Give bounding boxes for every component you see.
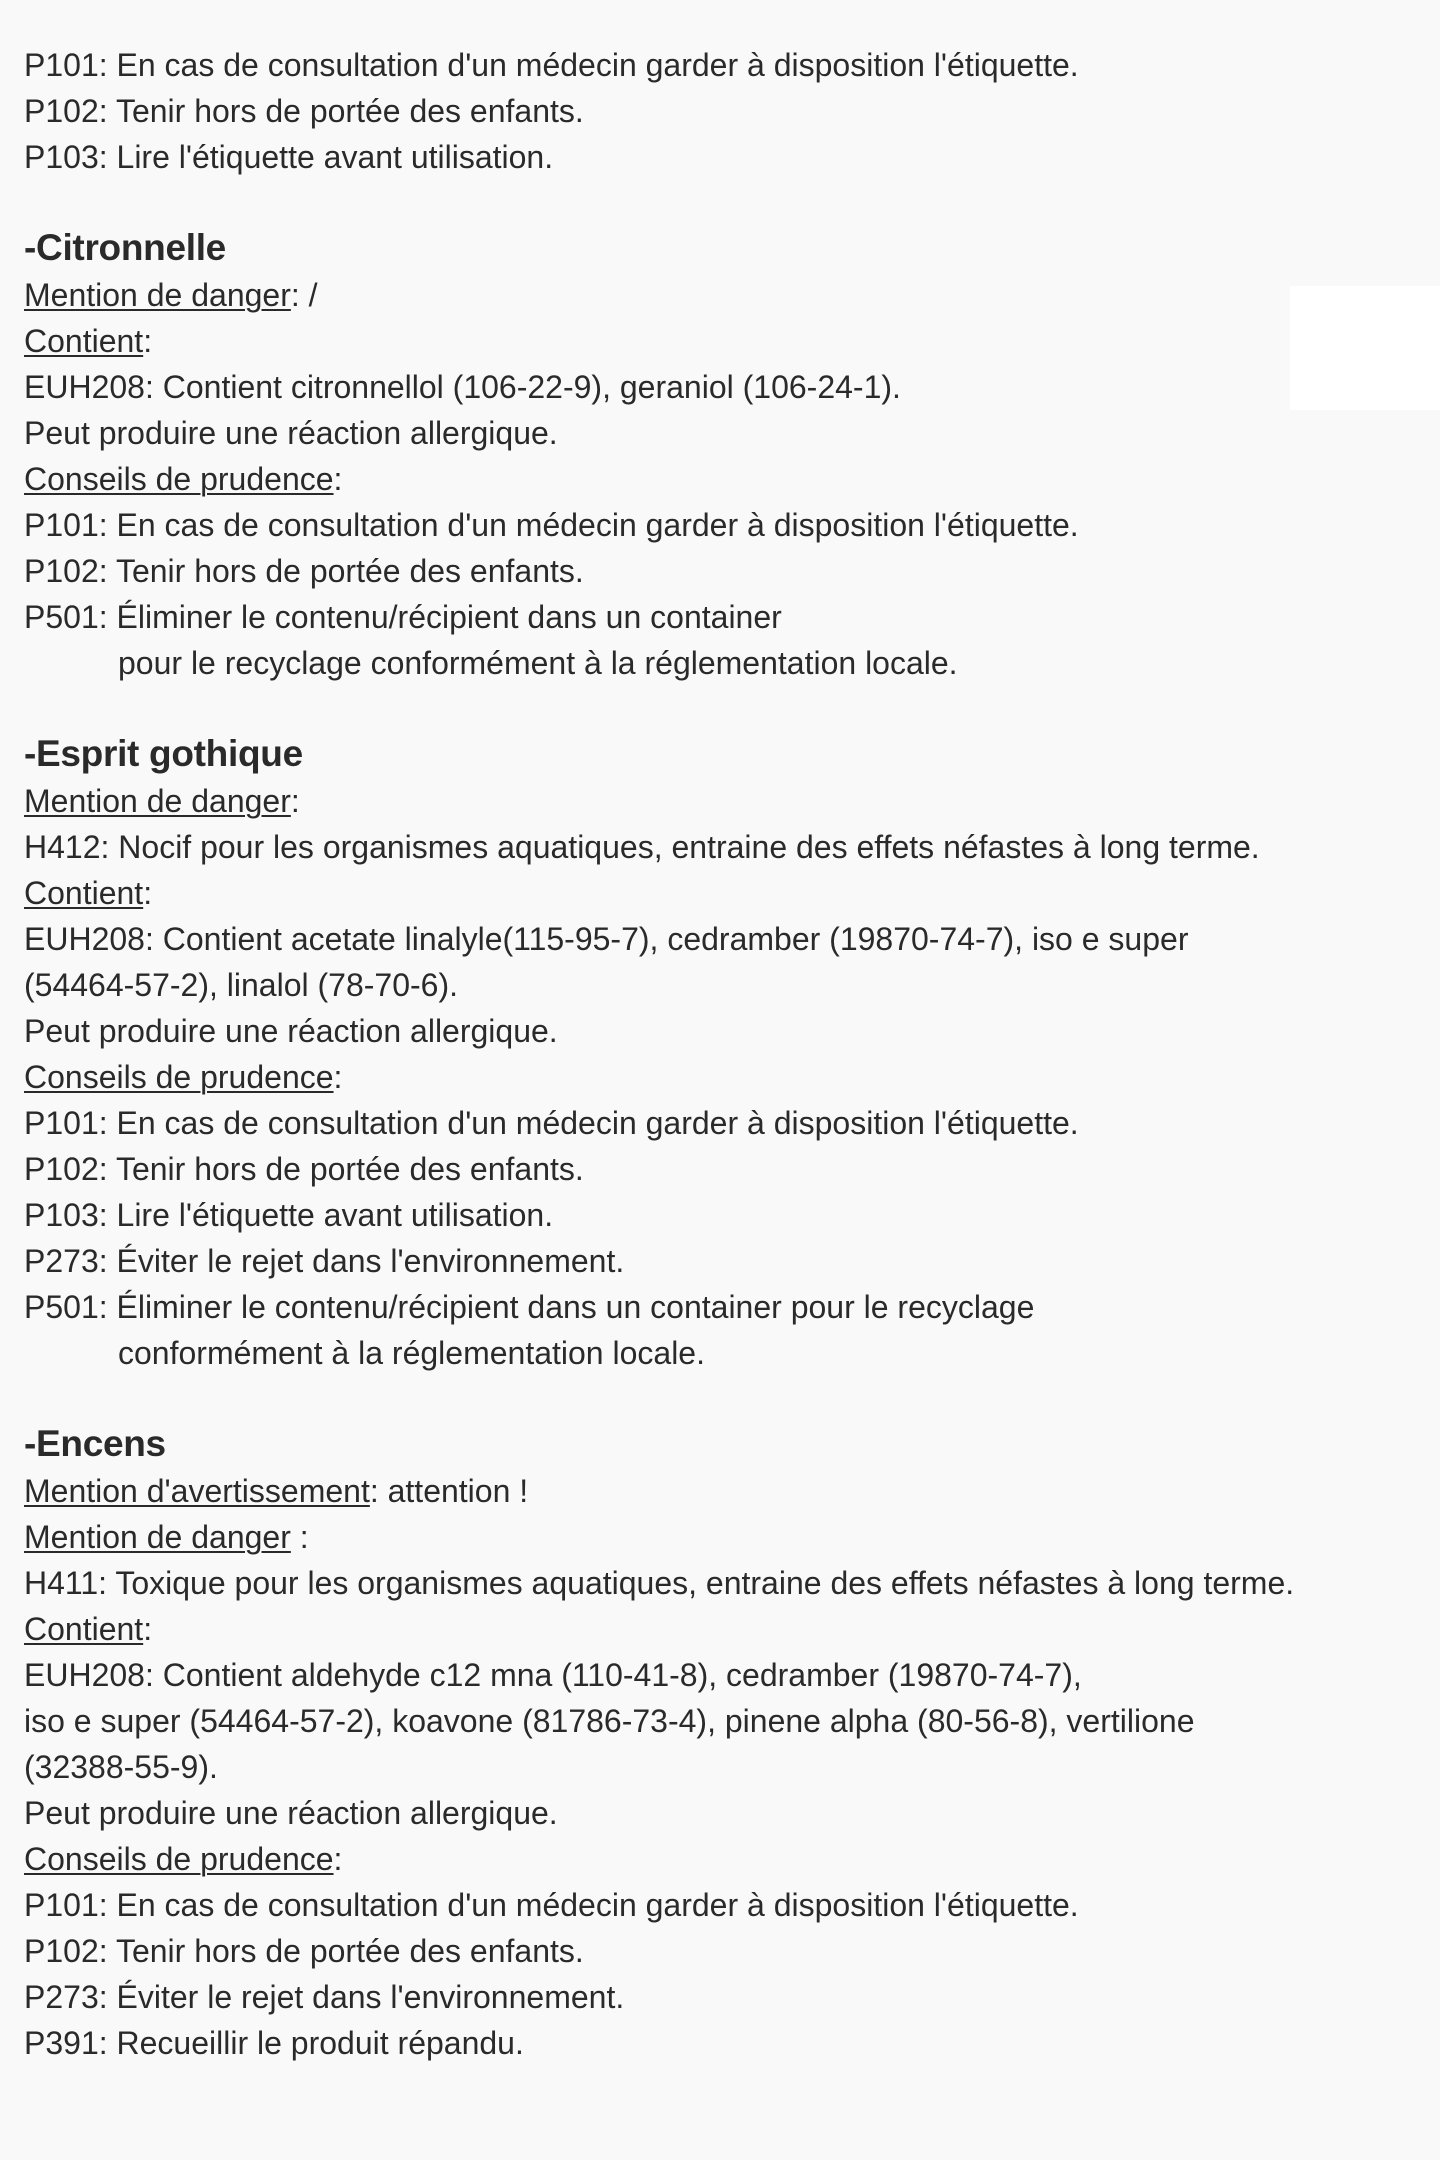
section-title: -Encens — [24, 1423, 166, 1464]
precaution-line: P501: Éliminer le contenu/récipient dans un container pour le recyclage — [24, 1289, 1035, 1325]
contains-row — [24, 870, 1424, 916]
spacer — [24, 1376, 1424, 1422]
precaution-line: P103: Lire l'étiquette avant utilisation. — [24, 139, 554, 175]
section-title: -Citronnelle — [24, 227, 226, 268]
spacer — [24, 686, 1424, 732]
precaution-line: P101: En cas de consultation d'un médecin garder à disposition l'étiquette. — [24, 47, 1079, 83]
section-esprit-gothique — [24, 730, 1424, 1376]
precautions-label: Conseils de prudence — [24, 1059, 334, 1095]
contains-row — [24, 1606, 1424, 1652]
label-colon: : — [143, 875, 153, 911]
precautions-row — [24, 1836, 1424, 1882]
precautions-label: Conseils de prudence — [24, 461, 334, 497]
precaution-line: P101: En cas de consultation d'un médecin garder à disposition l'étiquette. — [24, 507, 1079, 543]
contains-row — [24, 318, 1424, 364]
contains-line: EUH208: Contient acetate linalyle(115-95-7), cedramber (19870-74-7), iso e super — [24, 921, 1189, 957]
contains-line: EUH208: Contient aldehyde c12 mna (110-41-8), cedramber (19870-74-7), — [24, 1657, 1082, 1693]
label-colon: : — [290, 783, 300, 819]
danger-statement-row — [24, 272, 1424, 318]
danger-statement-row — [24, 778, 1424, 824]
precaution-line: P273: Éviter le rejet dans l'environnement. — [24, 1979, 625, 2015]
danger-label: Mention de danger — [24, 1519, 291, 1555]
precautions-label: Conseils de prudence — [24, 1841, 334, 1877]
precaution-line: P101: En cas de consultation d'un médecin garder à disposition l'étiquette. — [24, 1887, 1079, 1923]
contains-line: (54464-57-2), linalol (78-70-6). — [24, 967, 458, 1003]
contains-line: iso e super (54464-57-2), koavone (81786-73-4), pinene alpha (80-56-8), vertilione — [24, 1703, 1195, 1739]
warning-statement-row — [24, 1468, 1424, 1514]
precautions-row — [24, 1054, 1424, 1100]
section-title: -Esprit gothique — [24, 733, 303, 774]
precautions-row — [24, 456, 1424, 502]
label-colon: : — [333, 1059, 343, 1095]
top-precautions-block — [24, 42, 1424, 180]
precaution-line: P102: Tenir hors de portée des enfants. — [24, 553, 584, 589]
precaution-line: P103: Lire l'étiquette avant utilisation. — [24, 1197, 554, 1233]
danger-statement-row — [24, 1514, 1424, 1560]
precaution-line: P102: Tenir hors de portée des enfants. — [24, 1933, 584, 1969]
danger-value: : / — [290, 277, 318, 313]
label-colon: : — [290, 1519, 309, 1555]
precaution-continuation: conformément à la réglementation locale. — [118, 1335, 705, 1371]
contains-line: (32388-55-9). — [24, 1749, 218, 1785]
label-colon: : — [333, 1841, 343, 1877]
precaution-line: P102: Tenir hors de portée des enfants. — [24, 1151, 584, 1187]
contains-line: EUH208: Contient citronnellol (106-22-9), geraniol (106-24-1). — [24, 369, 901, 405]
danger-line: H412: Nocif pour les organismes aquatiques, entraine des effets néfastes à long terme. — [24, 829, 1260, 865]
label-colon: : — [143, 1611, 153, 1647]
precaution-line: P501: Éliminer le contenu/récipient dans un container — [24, 599, 782, 635]
contains-line: Peut produire une réaction allergique. — [24, 1795, 558, 1831]
contains-label: Contient — [24, 875, 144, 911]
danger-label: Mention de danger — [24, 277, 291, 313]
contains-label: Contient — [24, 1611, 144, 1647]
precaution-line: P101: En cas de consultation d'un médecin garder à disposition l'étiquette. — [24, 1105, 1079, 1141]
spacer — [24, 180, 1424, 226]
section-citronnelle — [24, 224, 1424, 686]
danger-label: Mention de danger — [24, 783, 291, 819]
precaution-line: P102: Tenir hors de portée des enfants. — [24, 93, 584, 129]
contains-line: Peut produire une réaction allergique. — [24, 415, 558, 451]
precaution-continuation: pour le recyclage conformément à la réglementation locale. — [118, 645, 958, 681]
warning-value: : attention ! — [369, 1473, 529, 1509]
precaution-line: P391: Recueillir le produit répandu. — [24, 2025, 524, 2061]
danger-line: H411: Toxique pour les organismes aquatiques, entraine des effets néfastes à long terme. — [24, 1565, 1295, 1601]
contains-line: Peut produire une réaction allergique. — [24, 1013, 558, 1049]
document-page — [24, 42, 1424, 2066]
section-encens — [24, 1420, 1424, 2066]
label-colon: : — [143, 323, 153, 359]
label-colon: : — [333, 461, 343, 497]
contains-label: Contient — [24, 323, 144, 359]
precaution-line: P273: Éviter le rejet dans l'environnement. — [24, 1243, 625, 1279]
warning-label: Mention d'avertissement — [24, 1473, 370, 1509]
